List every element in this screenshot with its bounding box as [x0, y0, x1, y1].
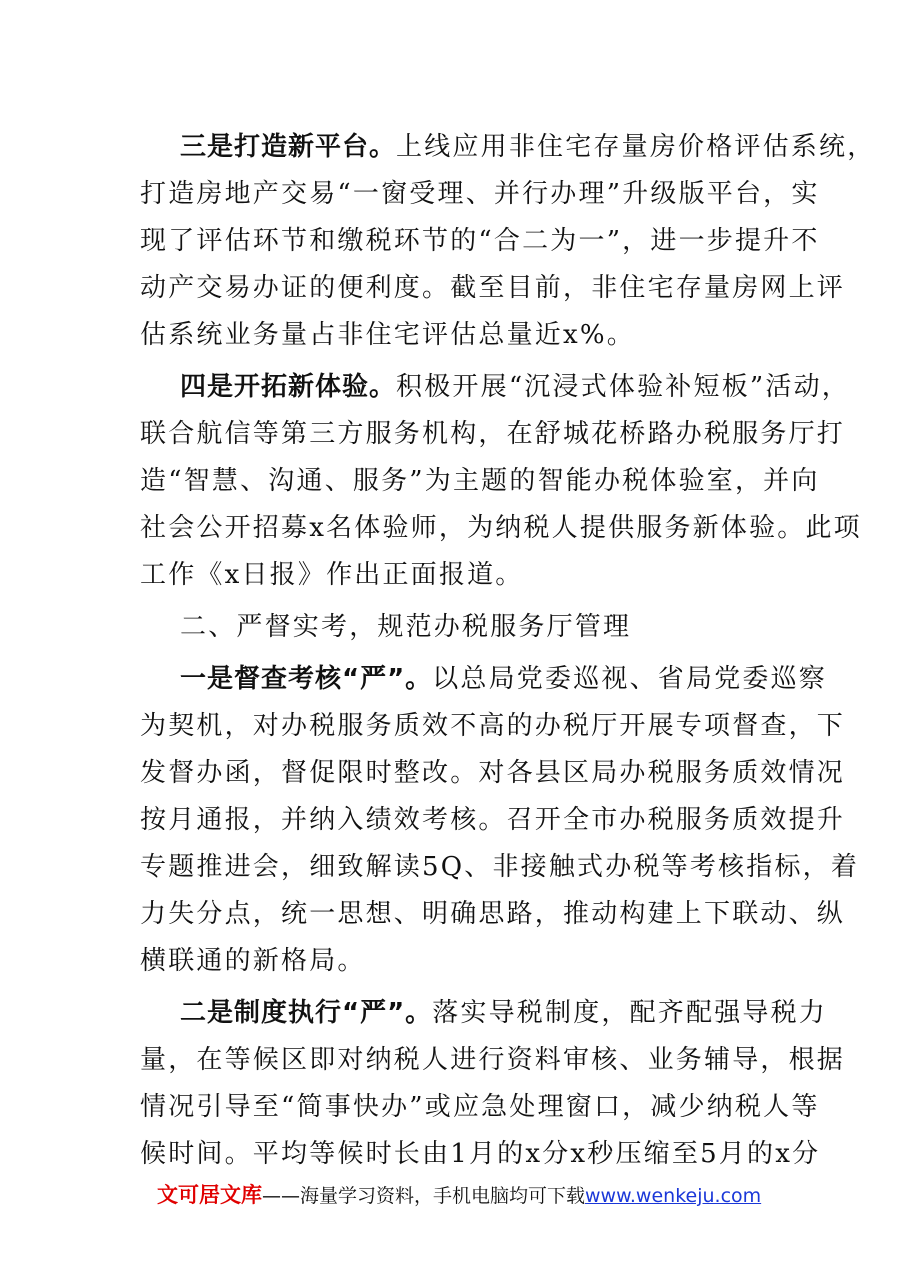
paragraph-new-experience: [140, 364, 862, 599]
paragraph-line: 工作《x日报》作出正面报道。: [140, 560, 524, 590]
paragraph-line: 社会公开招募x名体验师，为纳税人提供服务新体验。此项: [140, 513, 862, 543]
paragraph-line: 横联通的新格局。: [140, 946, 366, 976]
paragraph-line: 专题推进会，细致解读5Q、非接触式办税等考核指标，着: [140, 852, 860, 882]
paragraph-line: 情况引导至“简事快办”或应急处理窗口，减少纳税人等: [140, 1092, 820, 1122]
document-body: [140, 124, 876, 1178]
footer-brand: 文可居文库: [157, 1183, 262, 1207]
section-heading: 二、严督实考，规范办税服务厅管理: [180, 612, 632, 642]
paragraph-text: 上线应用非住宅存量房价格评估系统，: [396, 132, 876, 162]
paragraph-lead: 二是制度执行“严”。: [180, 998, 433, 1028]
paragraph-line: 动产交易办证的便利度。截至目前，非住宅存量房网上评: [140, 273, 846, 303]
paragraph-inspection: [140, 656, 860, 985]
paragraph-line: 为契机，对办税服务质效不高的办税厅开展专项督查，下: [140, 711, 846, 741]
paragraph-system-execution: [140, 990, 846, 1178]
paragraph-line: 力失分点，统一思想、明确思路，推动构建上下联动、纵: [140, 899, 846, 929]
paragraph-line: 现了评估环节和缴税环节的“合二为一”，进一步提升不: [140, 226, 820, 256]
paragraph-first-line: [140, 656, 827, 703]
footer-slogan: ——海量学习资料，手机电脑均可下载: [262, 1185, 586, 1207]
paragraph-lead: 一是督查考核“严”。: [180, 664, 433, 694]
paragraph-line: 按月通报，并纳入绩效考核。召开全市办税服务质效提升: [140, 805, 846, 835]
paragraph-first-line: [140, 124, 876, 171]
paragraph-line: 量，在等候区即对纳税人进行资料审核、业务辅导，根据: [140, 1045, 846, 1075]
paragraph-text: 积极开展“沉浸式体验补短板”活动，: [396, 372, 851, 402]
paragraph-text: 落实导税制度，配齐配强导税力: [432, 998, 827, 1028]
paragraph-line: 候时间。平均等候时长由1月的x分x秒压缩至5月的x分: [140, 1139, 821, 1169]
footer-banner: [157, 1180, 761, 1211]
paragraph-line: 发督办函，督促限时整改。对各县区局办税服务质效情况: [140, 758, 846, 788]
paragraph-lead: 四是开拓新体验。: [180, 372, 397, 402]
paragraph-first-line: [140, 990, 827, 1037]
paragraph-new-platform: [140, 124, 876, 359]
paragraph-first-line: [140, 364, 851, 411]
footer-site-link[interactable]: www.wenkeju.com: [585, 1185, 762, 1207]
paragraph-lead: 三是打造新平台。: [180, 132, 397, 162]
paragraph-text: 以总局党委巡视、省局党委巡察: [432, 664, 827, 694]
paragraph-line: 打造房地产交易“一窗受理、并行办理”升级版平台，实: [140, 179, 820, 209]
paragraph-line: 联合航信等第三方服务机构，在舒城花桥路办税服务厅打: [140, 419, 846, 449]
paragraph-line: 估系统业务量占非住宅评估总量近x%。: [140, 320, 635, 350]
paragraph-line: 造“智慧、沟通、服务”为主题的智能办税体验室，并向: [140, 466, 820, 496]
